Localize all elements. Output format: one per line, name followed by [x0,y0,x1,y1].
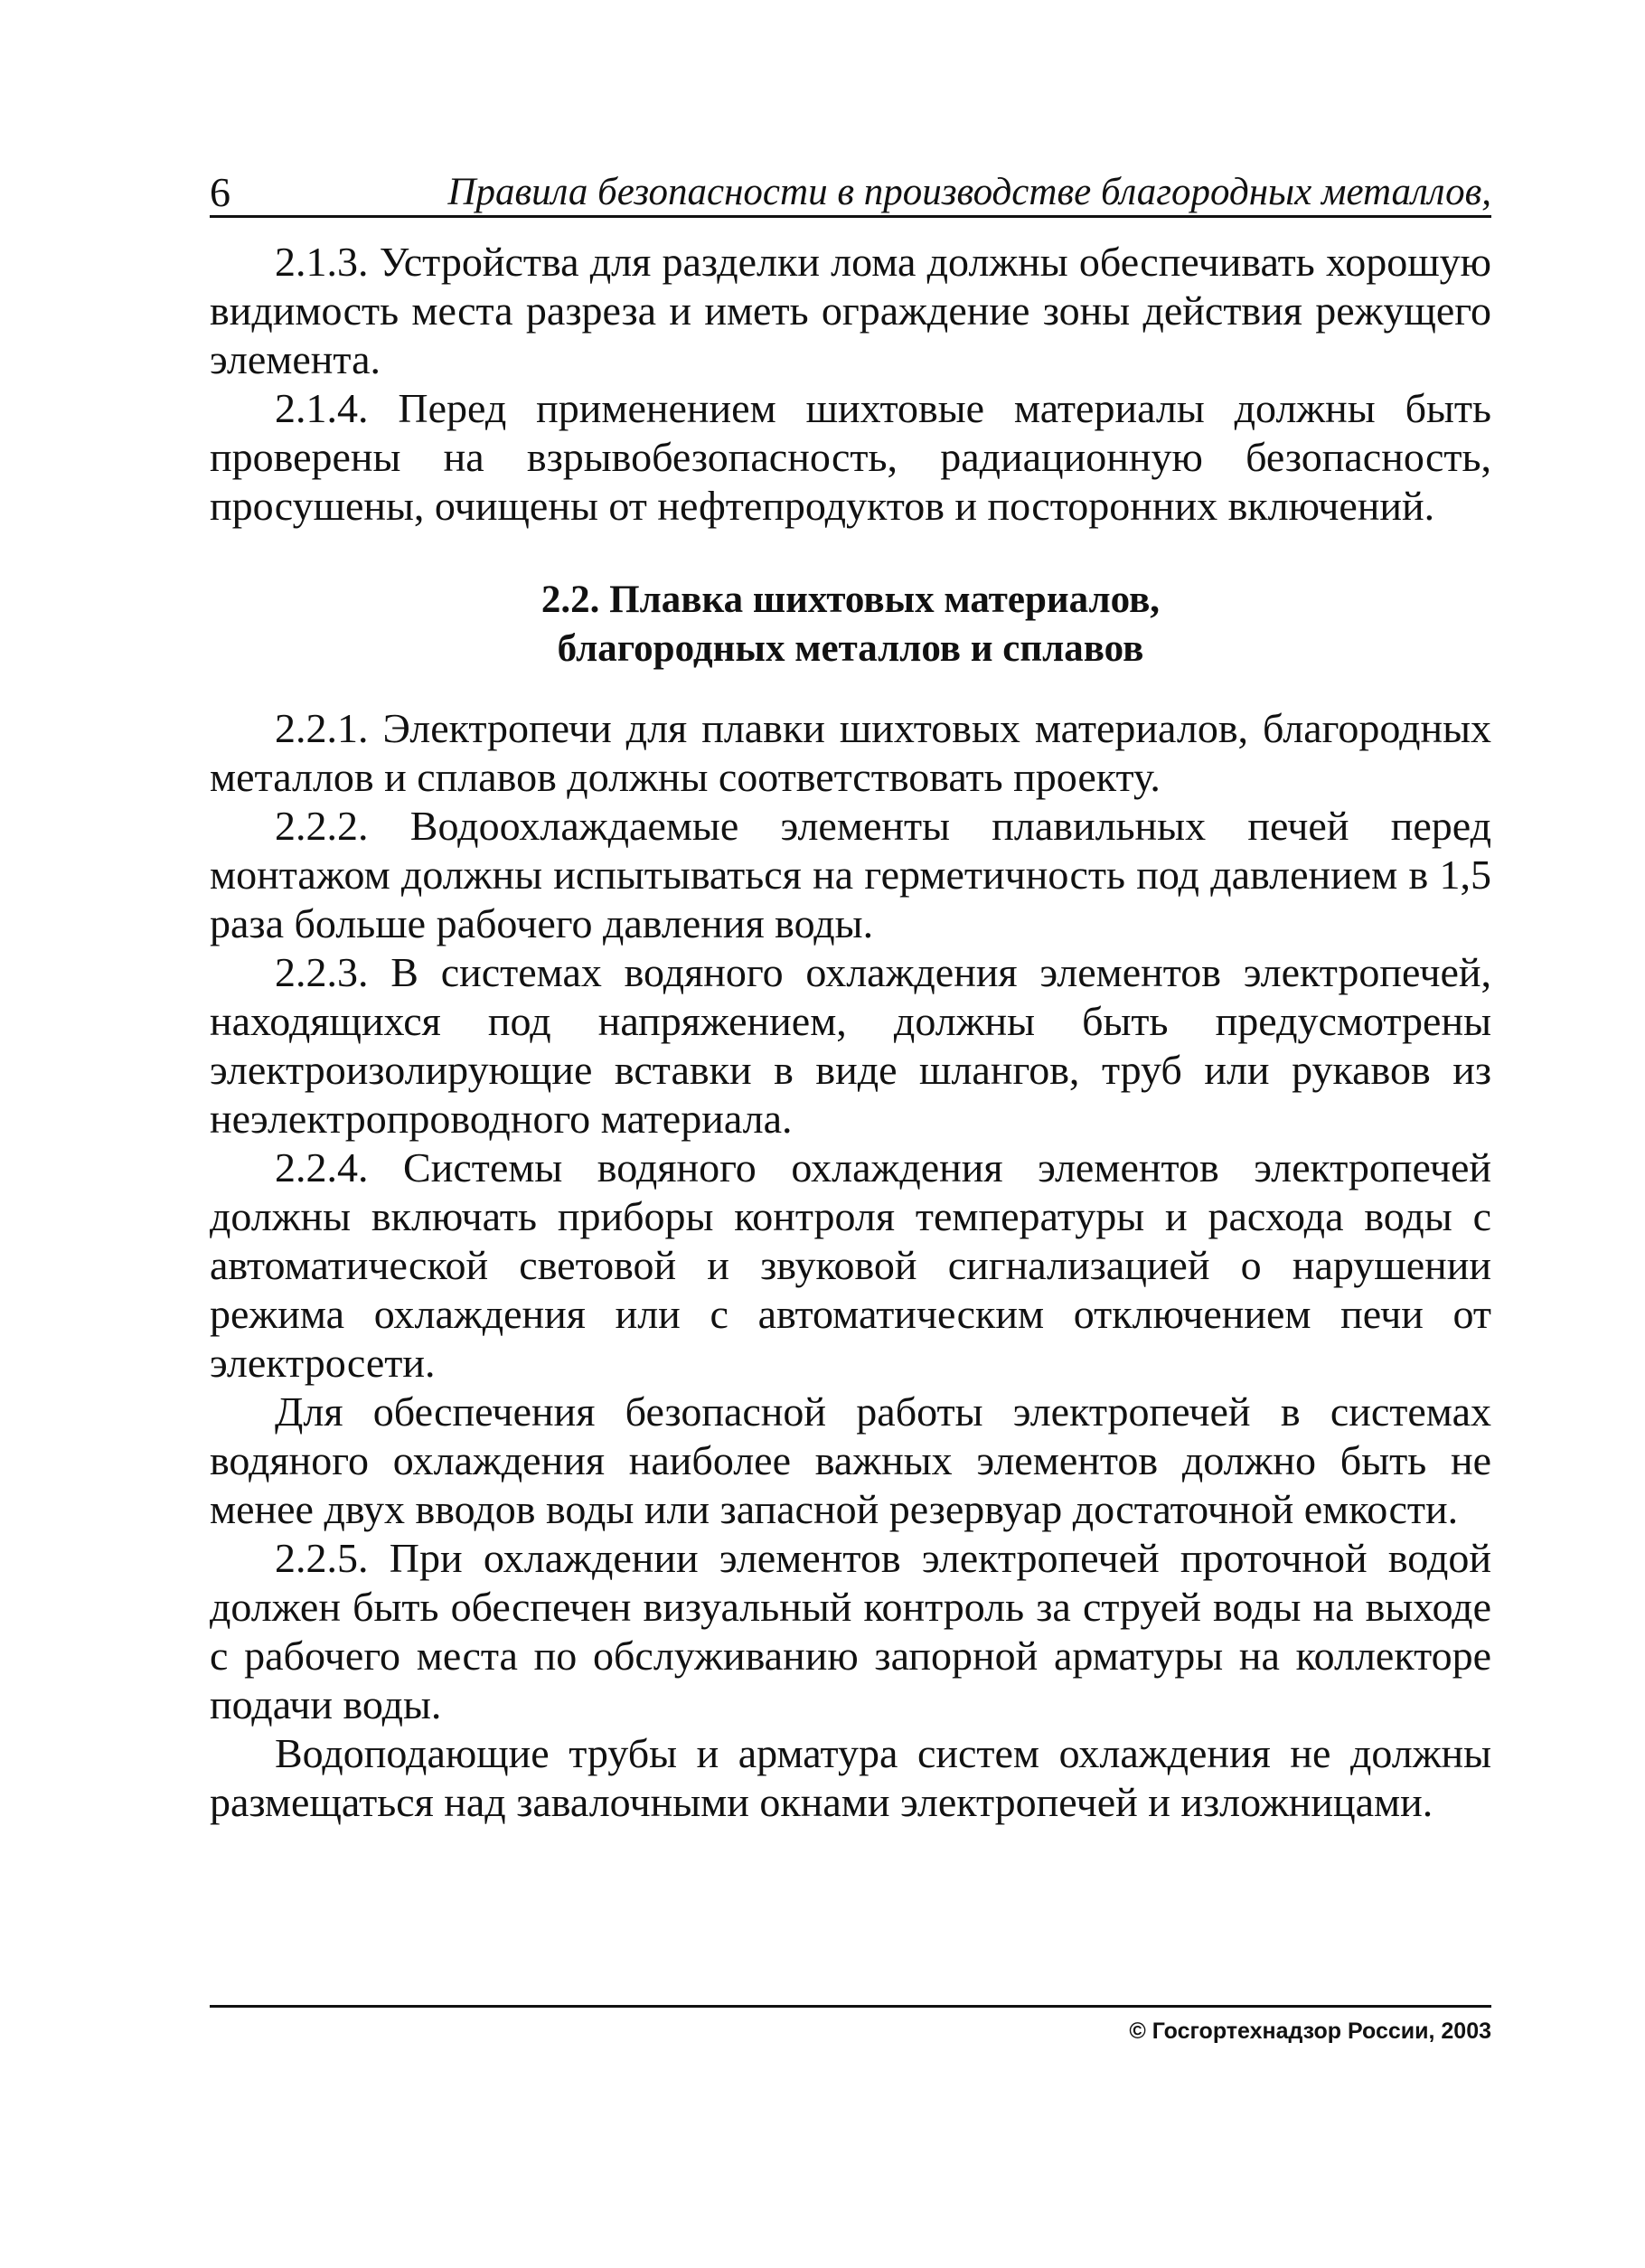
document-page [210,161,1491,1827]
paragraph-2-1-4: 2.1.4. Перед применением шихтовые материалы должны быть проверены на взрывобезопасность, радиационную безопасность, просушены, очищены от нефтепродуктов и посторонних включений. [210,385,1491,529]
running-header-title: Правила безопасности в производстве благородных металлов, [447,171,1491,213]
paragraph-supply-pipes: Водоподающие трубы и арматура систем охлаждения не должны размещаться над завалочными окнами электропечей и изложницами. [210,1730,1491,1825]
paragraph-2-2-5: 2.2.5. При охлаждении элементов электропечей проточной водой должен быть обеспечен визуальный контроль за струей воды на выходе с рабочего места по обслуживанию запорной арматуры на коллекторе подачи воды. [210,1535,1491,1727]
section-heading [210,576,1491,673]
paragraph-2-2-1: 2.2.1. Электропечи для плавки шихтовых материалов, благородных металлов и сплавов должны соответствовать проекту. [210,705,1491,800]
paragraph-2-2-3: 2.2.3. В системах водяного охлаждения элементов электропечей, находящихся под напряжением, должны быть предусмотрены электроизолирующие вставки в виде шлангов, труб или рукавов из неэлектропроводного материала. [210,949,1491,1142]
paragraph-2-2-2: 2.2.2. Водоохлаждаемые элементы плавильных печей перед монтажом должны испытываться на герметичность под давлением в 1,5 раза больше рабочего давления воды. [210,803,1491,946]
paragraph-water-inlets: Для обеспечения безопасной работы электропечей в системах водяного охлаждения наиболее важных элементов должно быть не менее двух вводов воды или запасной резервуар достаточной емкости. [210,1388,1491,1532]
paragraph-2-2-4: 2.2.4. Системы водяного охлаждения элементов электропечей должны включать приборы контроля температуры и расхода воды с автоматической световой и звуковой сигнализацией о нарушении режима охлаждения или с автоматическим отключением печи от электросети. [210,1144,1491,1386]
section-heading-line-1: 2.2. Плавка шихтовых материалов, [540,579,1161,621]
running-header [210,161,1491,218]
page-number: 6 [210,169,230,215]
footer-divider [210,2005,1491,2008]
footer-copyright: © Госгортехнадзор России, 2003 [1129,2019,1491,2044]
section-heading-line-2: благородных металлов и сплавов [557,627,1144,670]
paragraph-2-1-3: 2.1.3. Устройства для разделки лома должны обеспечивать хорошую видимость места разреза и иметь ограждение зоны действия режущего элемента. [210,239,1491,382]
